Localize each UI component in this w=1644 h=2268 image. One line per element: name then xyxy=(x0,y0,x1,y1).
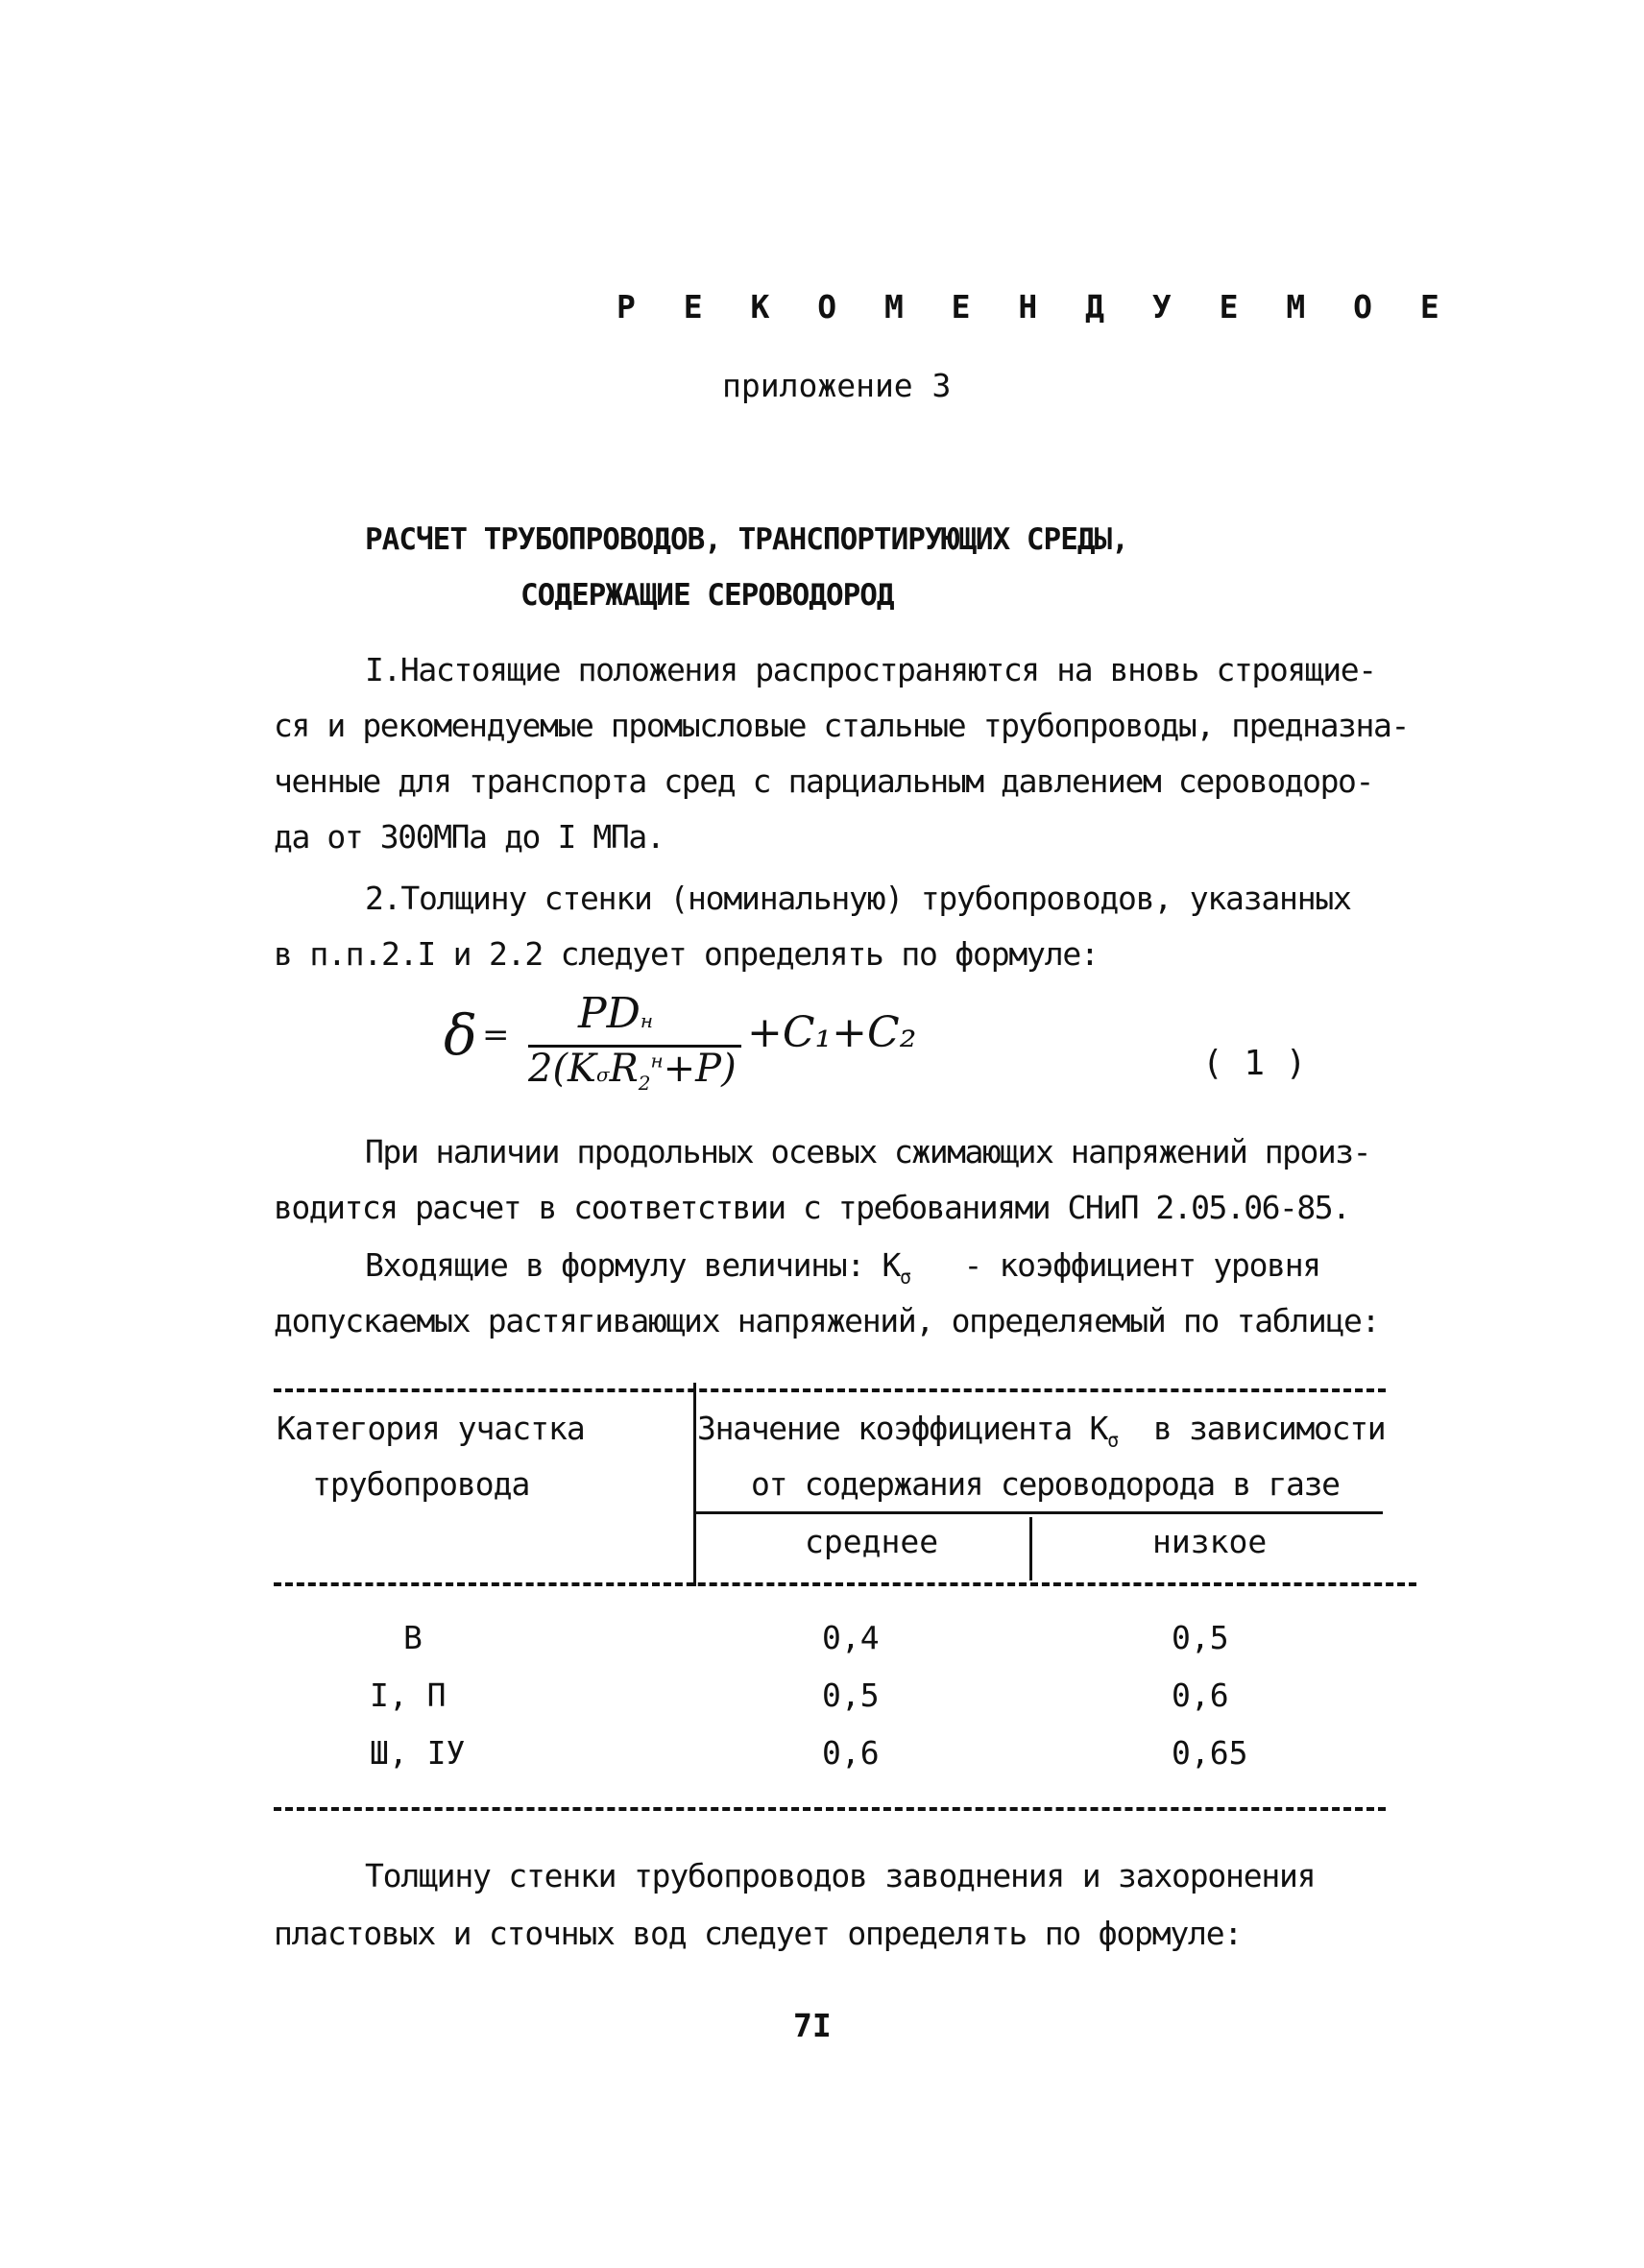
formula-den-r-sub: 2 xyxy=(638,1072,651,1095)
para4-line-1 xyxy=(365,1246,1320,1296)
formula-numerator xyxy=(578,989,653,1038)
formula-numerator-sub: н xyxy=(640,1009,654,1032)
table-row-3-low: 0,65 xyxy=(1172,1734,1248,1772)
table-row-1-category: В xyxy=(403,1619,423,1656)
para5-line-2: пластовых и сточных вод следует определять по формуле: xyxy=(274,1915,1243,1952)
table-row-1-low: 0,5 xyxy=(1172,1619,1229,1656)
para1-line-4: да от 300МПа до I МПа. xyxy=(274,818,665,856)
table-header-bottom-rule xyxy=(274,1582,1416,1586)
formula-den-k-sub: σ xyxy=(595,1063,610,1086)
table-col2-header-line-1 xyxy=(697,1410,1385,1460)
table-subcolumn-divider xyxy=(1029,1517,1032,1580)
table-col1-header-line-2: трубопровода xyxy=(312,1465,530,1503)
para4-text-b: - коэффициент уровня xyxy=(963,1246,1320,1284)
para3-line-2: водится расчет в соответствии с требованиями СНиП 2.05.06-85. xyxy=(274,1189,1350,1226)
table-row-2-low: 0,6 xyxy=(1172,1677,1229,1714)
table-bottom-rule xyxy=(274,1807,1386,1811)
para2-line-1: 2.Толщину стенки (номинальную) трубопроводов, указанных xyxy=(365,880,1351,917)
page-number: 7I xyxy=(793,2007,832,2044)
formula-denominator xyxy=(528,1047,737,1095)
table-col2-header-spacer xyxy=(1118,1410,1153,1447)
title-line-1: РАСЧЕТ ТРУБОПРОВОДОВ, ТРАНСПОРТИРУЮЩИХ СРЕДЫ, xyxy=(365,522,1128,557)
table-col2-header-a: Значение коэффициента K xyxy=(697,1410,1108,1447)
formula-den-r: R xyxy=(609,1047,639,1091)
para5-line-1: Толщину стенки трубопроводов заводнения и захоронения xyxy=(365,1857,1316,1894)
table-col2-header-b: в зависимости xyxy=(1152,1410,1386,1447)
formula-den-pre: 2(K xyxy=(528,1047,596,1091)
table-row-1-medium: 0,4 xyxy=(822,1619,880,1656)
table-subheader-rule xyxy=(693,1511,1383,1514)
table-col2-header-sub: σ xyxy=(1107,1428,1118,1452)
formula-den-post: +P) xyxy=(663,1047,737,1091)
formula-tail: +C₁+C₂ xyxy=(747,1008,917,1057)
table-row-3-medium: 0,6 xyxy=(822,1734,880,1772)
recommended-label: Р Е К О М Е Н Д У Е М О Е xyxy=(616,288,1454,326)
table-column-divider xyxy=(693,1383,696,1586)
para4-k-sub: σ xyxy=(900,1265,910,1289)
para4-text-a: Входящие в формулу величины: K xyxy=(365,1246,901,1284)
formula-number: ( 1 ) xyxy=(1202,1044,1307,1083)
table-col1-header-line-1: Категория участка xyxy=(277,1410,585,1447)
para3-line-1: При наличии продольных осевых сжимающих напряжений произ- xyxy=(365,1133,1370,1170)
para2-line-2: в п.п.2.I и 2.2 следует определять по формуле: xyxy=(274,935,1099,973)
para1-line-2: ся и рекомендуемые промысловые стальные трубопроводы, предназна- xyxy=(274,707,1409,744)
table-subheader-medium: среднее xyxy=(805,1523,939,1560)
table-row-3-category: Ш, IУ xyxy=(370,1734,466,1772)
para4-spacer xyxy=(910,1246,964,1284)
formula-delta: δ xyxy=(444,1002,477,1068)
formula-equals: = xyxy=(482,1016,510,1054)
table-subheader-low: низкое xyxy=(1152,1523,1268,1560)
table-row-2-medium: 0,5 xyxy=(822,1677,880,1714)
appendix-label: приложение 3 xyxy=(722,367,952,404)
table-col2-header-line-2: от содержания сероводорода в газе xyxy=(751,1465,1340,1503)
wall-thickness-formula xyxy=(444,989,1308,1104)
table-row-2-category: I, П xyxy=(370,1677,447,1714)
formula-den-r-sup: н xyxy=(650,1049,664,1073)
para1-line-1: I.Настоящие положения распространяются на вновь строящие- xyxy=(365,651,1376,688)
table-top-rule xyxy=(274,1388,1386,1392)
para1-line-3: ченные для транспорта сред с парциальным давлением сероводоро- xyxy=(274,762,1373,800)
title-line-2: СОДЕРЖАЩИЕ СЕРОВОДОРОД xyxy=(520,578,894,613)
formula-numerator-main: PD xyxy=(578,989,641,1038)
para4-line-2: допускаемых растягивающих напряжений, определяемый по таблице: xyxy=(274,1302,1380,1339)
